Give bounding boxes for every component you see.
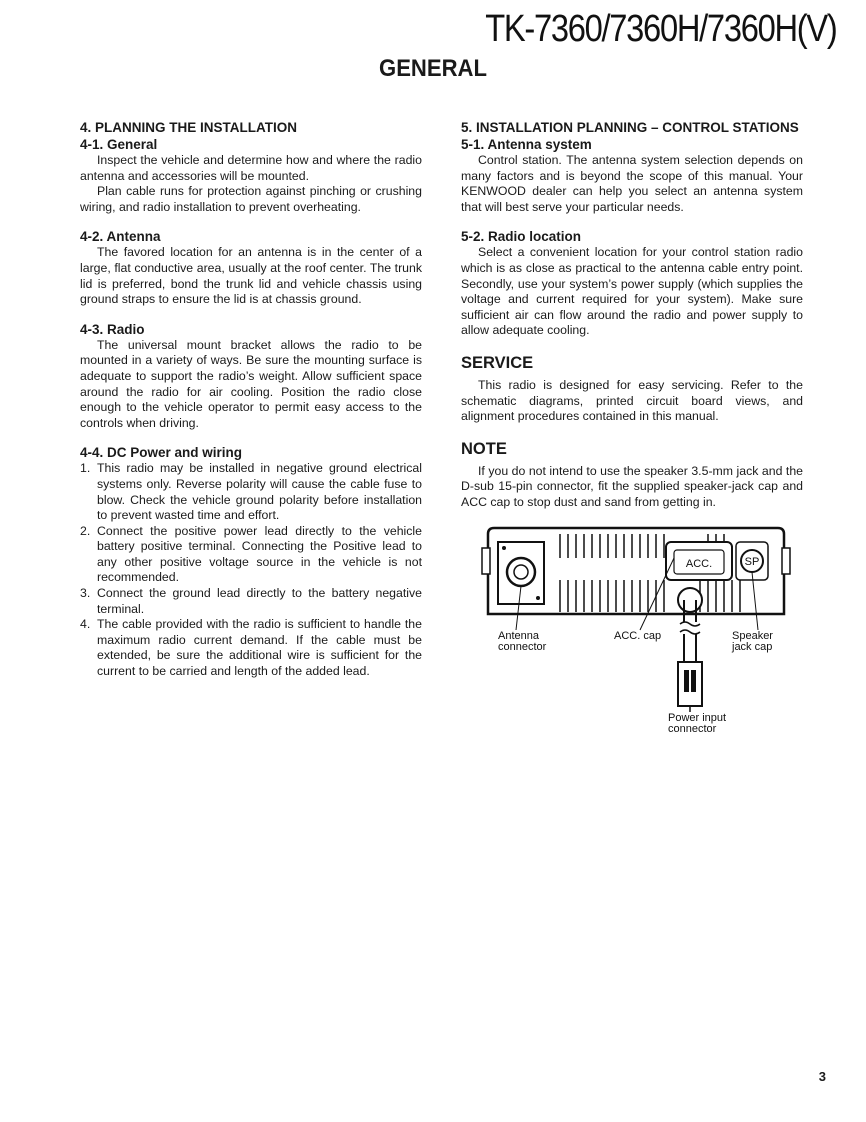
section-title-4: 4. PLANNING THE INSTALLATION bbox=[80, 120, 297, 135]
list-item: 2. Connect the positive power lead directly to the vehicle battery positive terminal. Connecting the Positive lead to any other positive voltage source in the vehicle is not recommended. bbox=[80, 523, 422, 585]
list-item: 4. The cable provided with the radio is sufficient to handle the maximum radio current demand. If the cable must be extended, be sure the additional wire is sufficient for the current to be carried and length of the added lead. bbox=[80, 617, 422, 679]
power-cable-grommet bbox=[678, 588, 702, 612]
paragraph: The favored location for an antenna is in the center of a large, flat conductive area, usually at the roof center. The trunk lid is preferred, bond the trunk lid and vehicle chassis using ground straps to ensure the lid is at chassis ground. bbox=[80, 245, 422, 307]
power-plug bbox=[678, 662, 702, 706]
service-section bbox=[461, 353, 803, 425]
acc-cap-label: ACC. cap bbox=[614, 630, 662, 642]
heading-5-2: 5-2. Radio location bbox=[461, 229, 582, 245]
plug-pin bbox=[684, 670, 689, 692]
left-column bbox=[80, 120, 422, 694]
note-section bbox=[461, 439, 803, 511]
page-title: GENERAL bbox=[379, 55, 487, 82]
antenna-connector-label: Antenna bbox=[498, 630, 539, 642]
paragraph: Inspect the vehicle and determine how and where the radio antenna and accessories will be mounted. bbox=[80, 153, 422, 183]
screw-icon bbox=[502, 546, 506, 550]
model-number: TK-7360/7360H/7360H(V) bbox=[484, 8, 836, 50]
speaker-jack-label: Speaker bbox=[732, 630, 773, 642]
wiring-list bbox=[80, 461, 422, 679]
side-flange-right bbox=[782, 548, 790, 574]
paragraph: Plan cable runs for protection against pinching or crushing wiring, and radio installation to prevent overheating. bbox=[80, 184, 422, 214]
paragraph: If you do not intend to use the speaker 3.5-mm jack and the D-sub 15-pin connector, fit the supplied speaker-jack cap and ACC cap to stop dust and sand from getting in. bbox=[461, 463, 803, 509]
sp-label: SP bbox=[744, 556, 760, 568]
note-heading: NOTE bbox=[461, 439, 507, 458]
paragraph: Select a convenient location for your control station radio which is as close as practical to the antenna cable entry point. Secondly, use your system’s power supply (which supplies the voltage and current required for your system). Make sure sufficient air can flow around the radio and power supply to allow adequate cooling. bbox=[461, 245, 803, 338]
heading-5-1: 5-1. Antenna system bbox=[461, 137, 592, 152]
section-4-2 bbox=[80, 229, 422, 307]
section-5-2 bbox=[461, 229, 803, 339]
side-flange-left bbox=[482, 548, 490, 574]
section-4-3 bbox=[80, 322, 422, 432]
plug-pin bbox=[691, 670, 696, 692]
heading-4-4: 4-4. DC Power and wiring bbox=[80, 445, 243, 461]
antenna-connector-pin bbox=[514, 565, 528, 579]
paragraph: The universal mount bracket allows the radio to be mounted in a variety of ways. Be sure the mounting surface is adequate to support the radio’s weight. Allow sufficient space around the radio for air cooling. Position the radio close enough to the vehicle operator to permit easy access to the controls when driving. bbox=[80, 337, 422, 430]
section-4-4 bbox=[80, 445, 422, 679]
list-item: 3. Connect the ground lead directly to the battery negative terminal. bbox=[80, 586, 422, 616]
right-column bbox=[461, 120, 803, 525]
service-heading: SERVICE bbox=[461, 353, 534, 372]
power-input-label-2: connector bbox=[668, 723, 717, 735]
page-number: 3 bbox=[818, 1069, 826, 1084]
heading-4-3: 4-3. Radio bbox=[80, 321, 145, 337]
antenna-connector-label-2: connector bbox=[498, 641, 547, 653]
section-4-1 bbox=[80, 137, 422, 215]
acc-label: ACC. bbox=[685, 558, 713, 570]
section-5-1 bbox=[461, 137, 803, 215]
heading-4-2: 4-2. Antenna bbox=[80, 229, 161, 245]
screw-icon bbox=[536, 596, 540, 600]
power-input-label: Power input bbox=[668, 712, 727, 724]
paragraph: Control station. The antenna system selection depends on many factors and is beyond the scope of this manual. Your KENWOOD dealer can help you select an antenna system that will best serve your particular needs. bbox=[461, 153, 803, 214]
speaker-jack-label-2: jack cap bbox=[732, 641, 773, 653]
heading-4-1: 4-1. General bbox=[80, 137, 158, 152]
list-item: 1. This radio may be installed in negative ground electrical systems only. Reverse polarity will cause the cable fuse to blow. Check the vehicle ground polarity before installation to prevent wasted time and effort. bbox=[80, 461, 422, 523]
paragraph: This radio is designed for easy servicing. Refer to the schematic diagrams, printed circuit board views, and alignment procedures contained in this manual. bbox=[461, 377, 803, 424]
radio-rear-panel-diagram bbox=[478, 522, 798, 742]
section-title-5: 5. INSTALLATION PLANNING – CONTROL STATIONS bbox=[461, 120, 799, 135]
